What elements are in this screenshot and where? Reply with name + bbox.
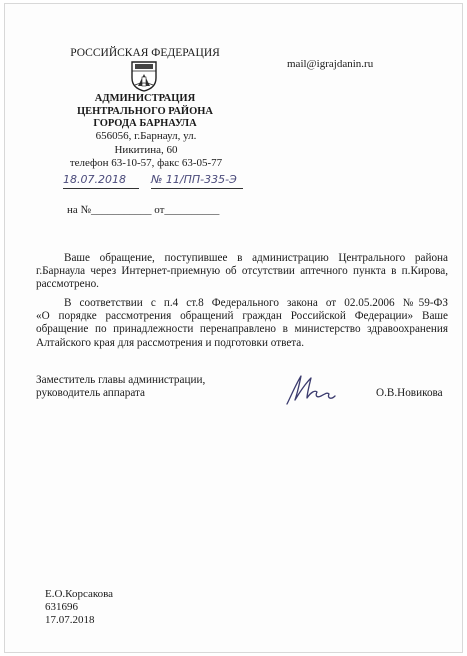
body-line: обращение по принадлежности перенаправлено в министерство здравоохранения xyxy=(36,323,448,336)
reference-line: на №___________ от__________ xyxy=(67,204,220,216)
org-line-2: ЦЕНТРАЛЬНОГО РАЙОНА xyxy=(76,105,214,117)
letter-page xyxy=(4,3,463,653)
org-name xyxy=(69,93,221,131)
body-line: рассмотрено. xyxy=(36,278,99,291)
body-line: В соответствии с п.4 ст.8 Федерального закона от 02.05.2006 №59-ФЗ xyxy=(64,297,448,309)
date-underline xyxy=(63,188,139,189)
coat-of-arms-emblem xyxy=(130,60,158,92)
body-line: Алтайского края для рассмотрения и подготовки ответа. xyxy=(36,336,305,349)
org-line-3: ГОРОДА БАРНАУЛА xyxy=(93,118,197,129)
number-underline xyxy=(151,188,243,189)
position-line-1: Заместитель главы администрации, xyxy=(36,374,206,386)
country-name: РОССИЙСКАЯ ФЕДЕРАЦИЯ xyxy=(70,47,220,59)
org-line-1: АДМИНИСТРАЦИЯ xyxy=(94,93,196,104)
address-line-1: 656056, г.Барнаул, ул. xyxy=(95,130,197,142)
org-address xyxy=(61,130,231,171)
executor-date: 17.07.2018 xyxy=(45,613,95,626)
body-line: г.Барнаула через Интернет-приемную об отсутствии аптечного пункта в п.Кирова, xyxy=(36,265,448,278)
handwritten-number: № 11/ПП-335-Э xyxy=(151,173,237,186)
handwritten-date: 18.07.2018 xyxy=(63,173,126,186)
body-line: «О порядке рассмотрения обращений граждан Российской Федерации» Ваше xyxy=(36,310,448,323)
address-line-3: телефон 63-10-57, факс 63-05-77 xyxy=(69,157,223,169)
signatory-position xyxy=(36,374,205,400)
handwritten-signature xyxy=(281,370,345,410)
executor-phone: 631696 xyxy=(45,600,78,613)
address-line-2: Никитина, 60 xyxy=(114,143,178,156)
executor-name: Е.О.Корсакова xyxy=(45,588,114,600)
body-paragraph-2 xyxy=(36,297,448,350)
recipient-email: mail@igrajdanin.ru xyxy=(287,58,374,70)
executor-info xyxy=(45,588,113,626)
signatory-name: О.В.Новикова xyxy=(376,387,443,399)
body-paragraph-1 xyxy=(36,252,448,292)
body-line: Ваше обращение, поступившее в администрацию Центрального района xyxy=(64,252,448,264)
position-line-2: руководитель аппарата xyxy=(36,387,146,400)
